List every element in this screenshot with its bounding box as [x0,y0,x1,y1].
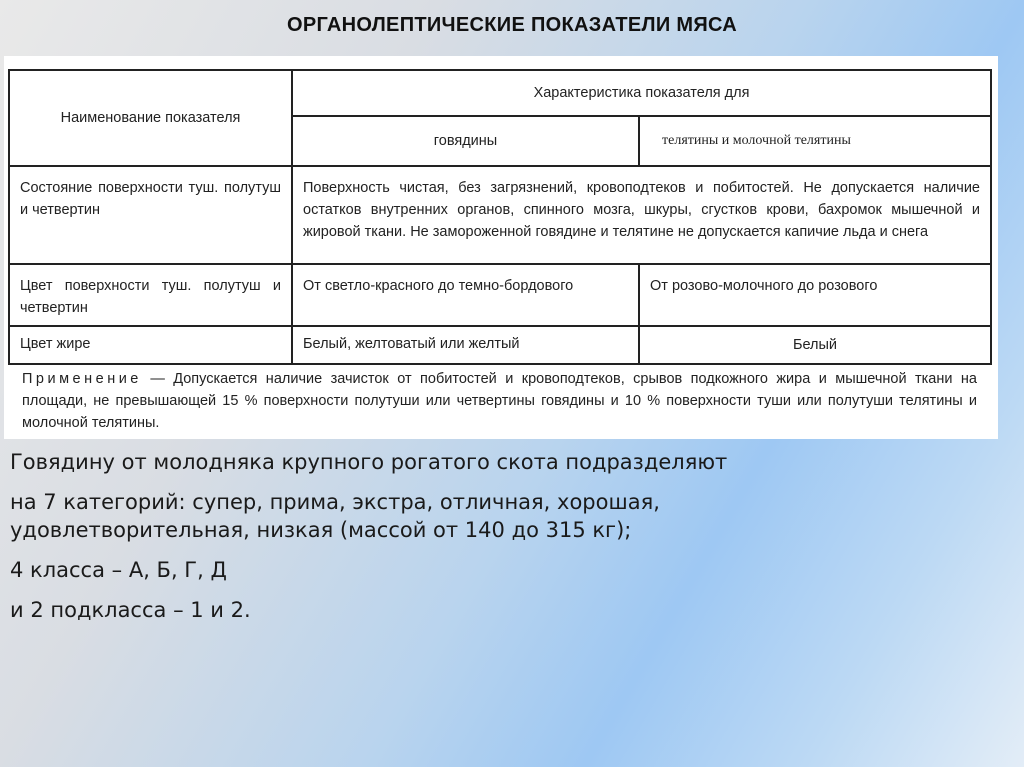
table-note [22,368,977,434]
meat-indicators-table [8,69,992,365]
header-veal: телятины и молочной телятины [639,116,991,166]
table-row [9,326,991,364]
slide-body [10,448,890,636]
row-color-name: Цвет поверхности туш. полутуш и четвертин [9,264,292,326]
row-surface-name: Состояние поверхности туш. полутуш и четвертин [9,166,292,264]
header-indicator-name: Наименование показателя [9,70,292,166]
row-surface-value: Поверхность чистая, без загрязнений, кровоподтеков и побитостей. Не допускается наличие остатков внутренних органов, спинного мозга, шкуры, сгустков крови, бахромок мышечной и жировой ткани. Не замороженной говядине и телятине не допускается капичие льда и снега [292,166,991,264]
body-line-4: и 2 подкласса – 1 и 2. [10,598,251,622]
note-label: Применение [22,371,142,387]
page-title: ОРГАНОЛЕПТИЧЕСКИЕ ПОКАЗАТЕЛИ МЯСА [287,14,737,36]
row-fat-beef: Белый, желтоватый или желтый [292,326,639,364]
body-line-3: 4 класса – А, Б, Г, Д [10,558,227,582]
note-text: — Допускается наличие зачисток от побитостей и кровоподтеков, срывов подкожного жира и мышечной ткани на площади, не превышающей 15 % поверхности полутуши или четвертины говядины и 10 % поверхности туши или полутуши телятины и молочной телятины. [22,371,977,431]
table-row [9,166,991,264]
body-line-1: Говядину от молодняка крупного рогатого скота подразделяют [10,450,728,474]
header-characteristic: Характеристика показателя для [292,70,991,116]
table-header-row [9,70,991,116]
row-color-beef: От светло-красного до темно-бордового [292,264,639,326]
table-panel [4,56,998,439]
header-beef: говядины [292,116,639,166]
row-fat-veal: Белый [639,326,991,364]
table-row [9,264,991,326]
row-fat-name: Цвет жире [9,326,292,364]
body-line-2: на 7 категорий: супер, прима, экстра, отличная, хорошая, удовлетворительная, низкая (массой от 140 до 315 кг); [10,490,660,542]
row-color-veal: От розово-молочного до розового [639,264,991,326]
